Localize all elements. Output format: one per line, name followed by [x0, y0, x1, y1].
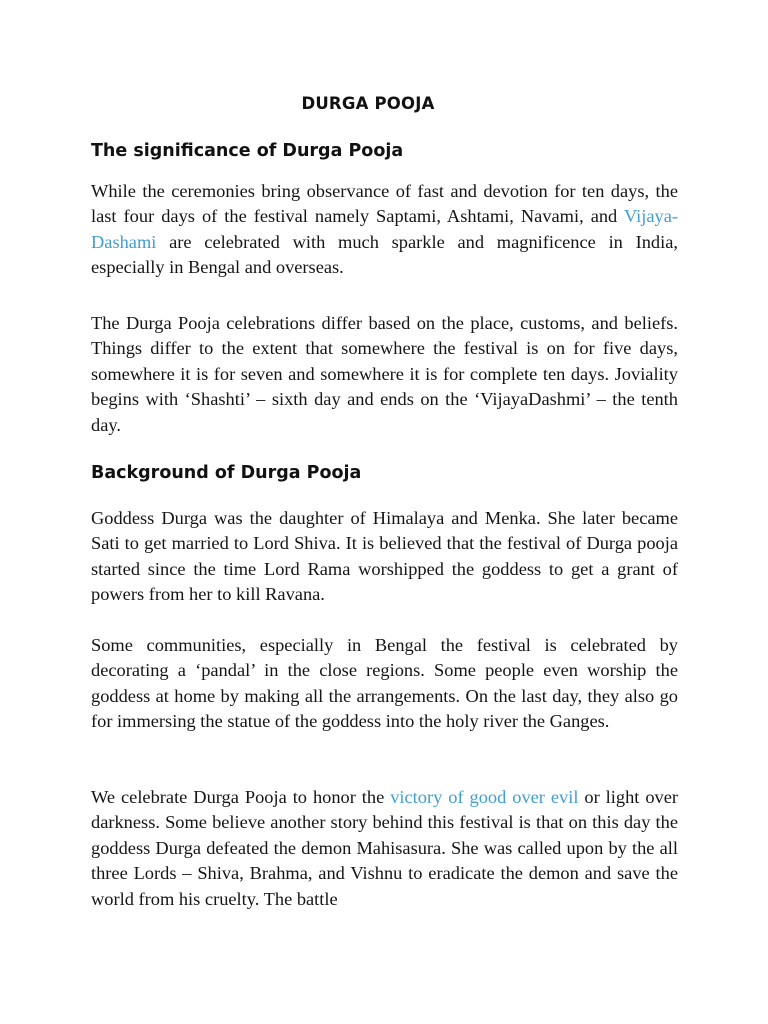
paragraph-goddess-durga: Goddess Durga was the daughter of Himalaya and Menka. She later became Sati to get married to Lord Shiva. It is believed that the festival of Durga pooja started since the time Lord Rama worshipped the goddess to get a grant of powers from her to kill Ravana.: [91, 508, 678, 605]
paragraph-celebrations: The Durga Pooja celebrations differ based on the place, customs, and beliefs. Things differ to the extent that somewhere the festival is on for five days, somewhere it is for seven and somewhere it is for complete ten days. Joviality begins with ‘Shashti’ – sixth day and ends on the ‘VijayaDashmi’ – the tenth day.: [91, 313, 678, 435]
paragraph-text: We celebrate Durga Pooja to honor the: [91, 787, 391, 807]
section-heading-significance: The significance of Durga Pooja: [91, 141, 404, 161]
paragraph-text: While the ceremonies bring observance of fast and devotion for ten days, the last four days of the festival namely Saptami, Ashtami, Navami, and: [91, 181, 678, 227]
paragraph-text: are celebrated with much sparkle and magnificence in India, especially in Bengal and overseas.: [91, 231, 678, 278]
paragraph-communities: Some communities, especially in Bengal the festival is celebrated by decorating a ‘pandal’ in the close regions. Some people even worship the goddess at home by making all the arrangements. On the last day, they also go for immersing the statue of the goddess into the holy river the Ganges.: [91, 635, 678, 732]
link-vijaya-dashami[interactable]: Vijaya-Dashami: [91, 206, 678, 252]
document-title: DURGA POOJA: [301, 94, 435, 113]
link-victory-of-good-over-evil[interactable]: victory of good over evil: [390, 787, 579, 807]
section-heading-background: Background of Durga Pooja: [91, 463, 362, 483]
paragraph-ceremonies: [91, 179, 678, 281]
paragraph-text: or light over darkness. Some believe another story behind this festival is that on this day the goddess Durga defeated the demon Mahisasura. She was called upon by the all three Lords – Shiva, Brahma, and Vishnu to eradicate the demon and save the world from his cruelty. The battle: [91, 787, 679, 909]
paragraph-victory: [91, 785, 678, 912]
